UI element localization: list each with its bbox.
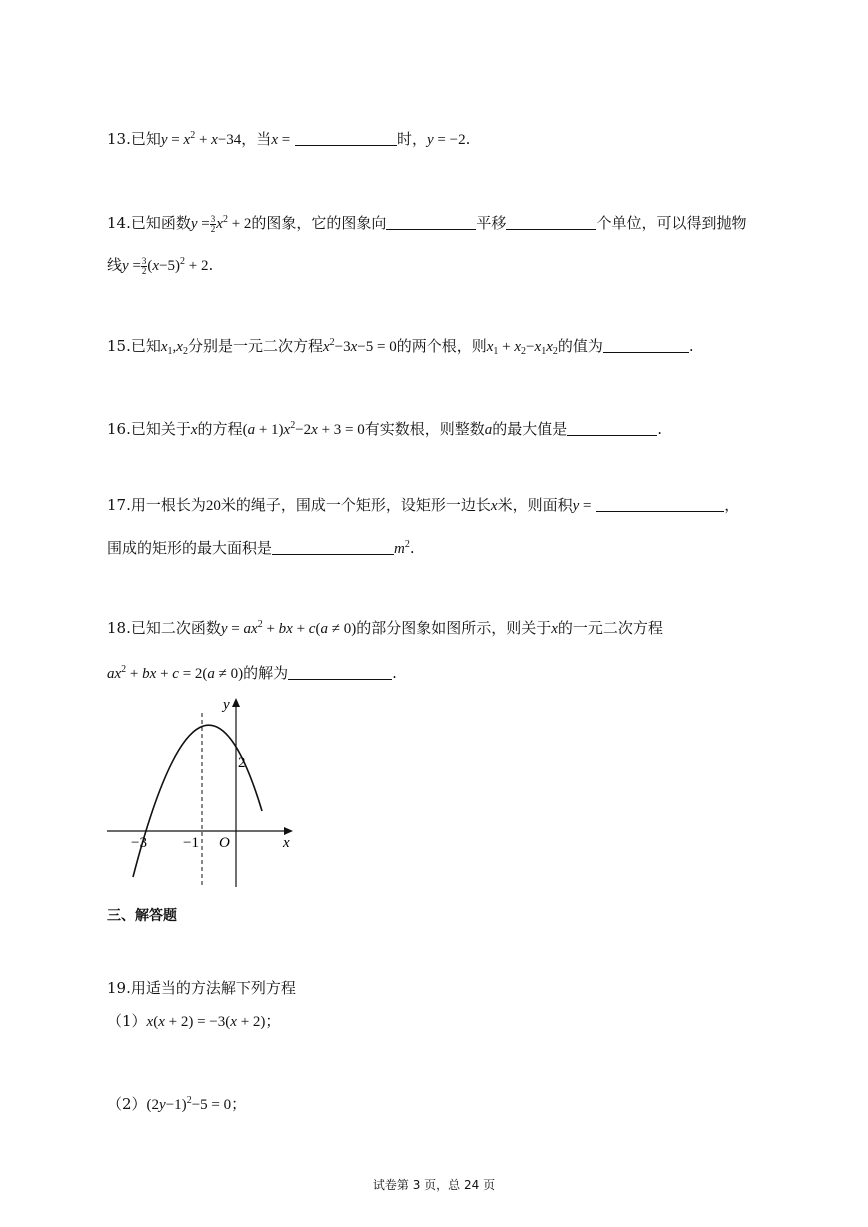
- x-label: x: [283, 835, 290, 851]
- answer-blank: [603, 338, 689, 353]
- formula: x(x + 2) = −3(x + 2): [146, 1014, 266, 1030]
- question-18: 18.已知二次函数$y = ax^2$ + bx + c(a ≠ 0)的部分图象如图所示，则关于x的一元二次方程: [107, 619, 663, 637]
- origin-label: O: [219, 835, 230, 851]
- question-number: 17.: [107, 496, 131, 514]
- y-axis-arrow: [232, 698, 240, 707]
- question-17-cont: 围成的矩形的最大面积是 $m^2$.: [107, 539, 415, 557]
- question-14: 14.已知函数y = $\frac{3}{2}$ $x^2 + 2$的图象，它的图象向 平移 个单位，可以得到抛物: [107, 214, 747, 235]
- formula: $y = x^2 + x-34$: [160, 130, 242, 148]
- parabola-graph: [105, 695, 305, 895]
- question-19: 19.用适当的方法解下列方程: [107, 979, 296, 997]
- tick-2: 2: [238, 755, 246, 771]
- question-18-cont: $ax^2$ + bx + c = 2(a ≠ 0)的解为 .: [107, 664, 397, 682]
- page-footer: 试卷第 3 页，总 24 页: [372, 1178, 496, 1192]
- section-title: 三、解答题: [107, 908, 177, 924]
- question-number: 13.: [107, 130, 131, 148]
- x-axis-arrow: [284, 827, 293, 835]
- formula: $x^2-3x-5 = 0$: [322, 337, 397, 355]
- answer-blank: [506, 215, 596, 230]
- formula: $y = ax^2$ + bx + c(a ≠ 0): [220, 619, 357, 637]
- formula: $ax^2$ + bx + c = 2(a ≠ 0): [107, 664, 244, 682]
- question-number: 19.: [107, 979, 131, 997]
- parabola-curve: [133, 725, 262, 877]
- question-number: 14.: [107, 214, 131, 232]
- formula: $(a + 1)x^2-2x + 3 = 0$: [242, 420, 365, 438]
- y-label: y: [223, 697, 230, 713]
- formula: y = $\frac{3}{2}$ $x^2 + 2$: [190, 214, 252, 235]
- question-16: 16.已知关于x的方程$(a + 1)x^2-2x + 3 = 0$有实数根，则整数a的最大值是 .: [107, 420, 663, 438]
- question-number: 16.: [107, 420, 131, 438]
- tick-neg1: −1: [183, 835, 199, 851]
- question-19-part1: （1）x(x + 2) = −3(x + 2)；: [107, 1012, 281, 1030]
- question-14-cont: 线y = $\frac{3}{2}$ $(x-5)^2 + 2$.: [107, 256, 214, 277]
- answer-blank: [295, 131, 397, 146]
- question-17: 17.用一根长为20米的绳子，围成一个矩形，设矩形一边长x米，则面积y = ，: [107, 496, 740, 514]
- answer-blank: [567, 421, 657, 436]
- question-15: 15.已知$x_1,x_2$分别是一元二次方程$x^2-3x-5 = 0$的两个根，则$x_1 + x_2-x_1x_2$的值为 .: [107, 337, 694, 357]
- answer-blank: [386, 215, 476, 230]
- formula: y = $\frac{3}{2}$ $(x-5)^2 + 2$: [122, 256, 209, 277]
- question-13: 13.已知$y = x^2 + x-34$，当x = 时，y = −2.: [107, 130, 471, 148]
- question-number: 18.: [107, 619, 131, 637]
- question-19-part2: $(2)(2y-1)^2-5 = 0$；: [107, 1095, 247, 1113]
- formula: $(2y-1)^2-5 = 0$: [146, 1095, 232, 1113]
- answer-blank: [288, 665, 392, 680]
- question-number: 15.: [107, 337, 131, 355]
- answer-blank: [596, 497, 724, 512]
- tick-neg3: −3: [131, 835, 147, 851]
- answer-blank: [272, 540, 394, 555]
